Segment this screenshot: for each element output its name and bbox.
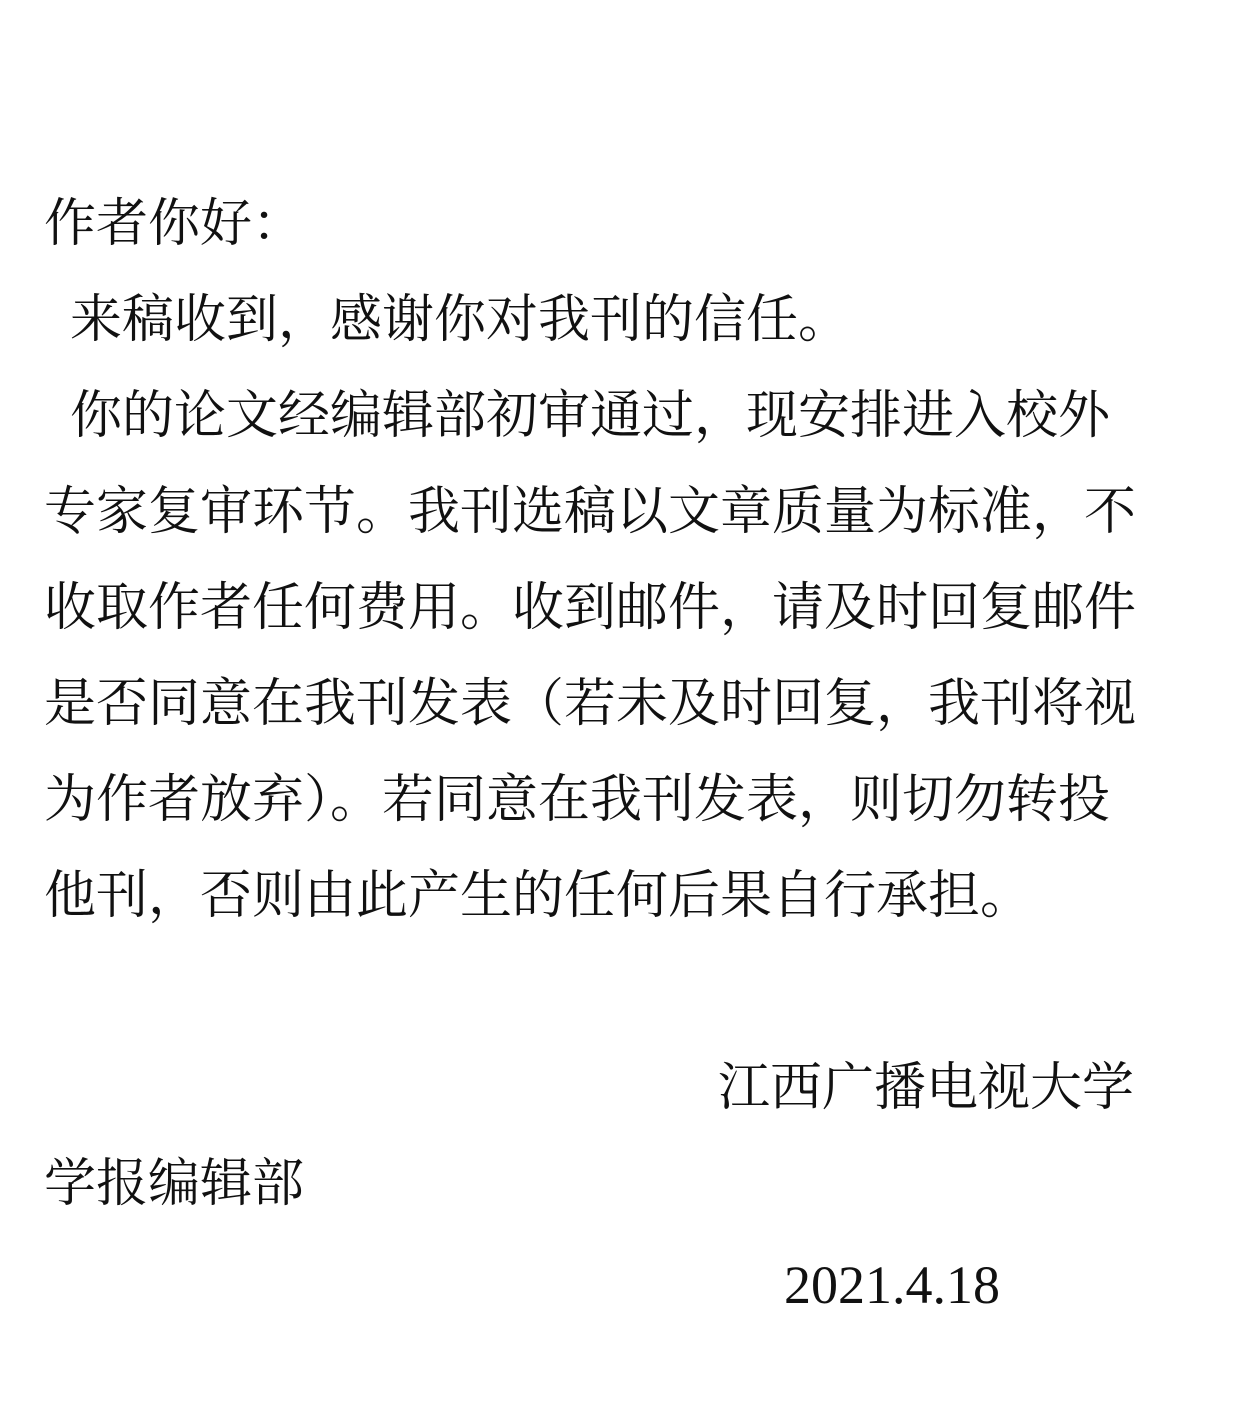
paragraph-review-line-4: 是否同意在我刊发表（若未及时回复，我刊将视 [44,674,1137,734]
paragraph-review-line-2: 专家复审环节。我刊选稿以文章质量为标准，不 [44,482,1137,542]
paragraph-receipt: 来稿收到，感谢你对我刊的信任。 [70,290,851,350]
signature-department: 学报编辑部 [44,1154,305,1214]
paragraph-review-line-5: 为作者放弃）。若同意在我刊发表，则切勿转投 [44,770,1111,830]
salutation: 作者你好： [44,194,305,254]
paragraph-review-line-3: 收取作者任何费用。收到邮件，请及时回复邮件 [44,578,1137,638]
paragraph-review-line-6: 他刊，否则由此产生的任何后果自行承担。 [44,866,1033,926]
signature-date: 2021.4.18 [784,1255,1000,1315]
signature-organization: 江西广播电视大学 [718,1058,1135,1118]
paragraph-review-line-1: 你的论文经编辑部初审通过，现安排进入校外 [70,386,1111,446]
